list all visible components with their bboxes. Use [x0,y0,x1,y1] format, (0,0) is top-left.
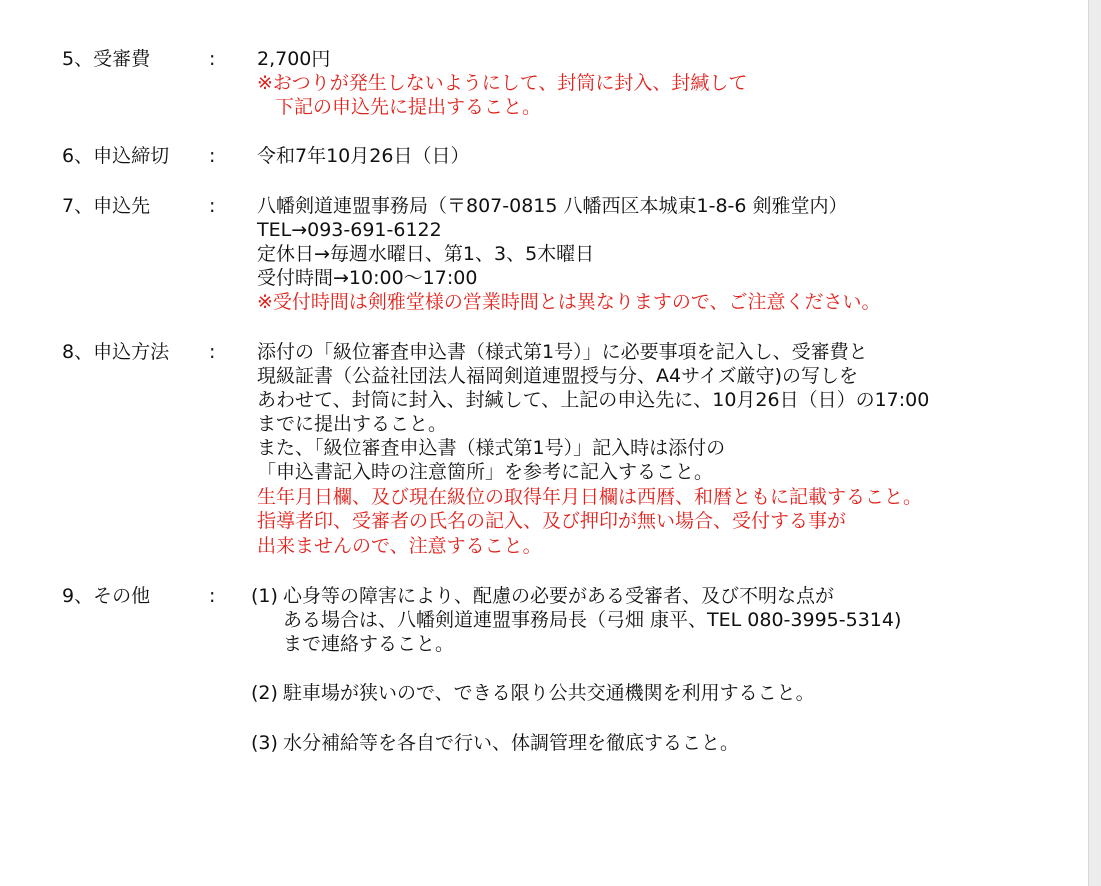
section-colon: : [209,585,216,607]
other-item-line: 駐車場が狭いので、できる限り公共交通機関を利用すること。 [283,682,815,704]
method-note: 出来ませんので、注意すること。 [257,535,542,557]
other-item-line: 水分補給等を各自で行い、体調管理を徹底すること。 [283,732,740,754]
destination-address: 八幡剣道連盟事務局（〒807-0815 八幡西区本城東1-8-6 剣雅堂内） [257,195,848,217]
method-line: 現級証書（公益社団法人福岡剣道連盟授与分、A4サイズ厳守)の写しを [257,365,858,387]
fee-amount: 2,700円 [257,48,331,70]
method-line: 「申込書記入時の注意箇所」を参考に記入すること。 [257,461,714,483]
method-line: あわせて、封筒に封入、封緘して、上記の申込先に、10月26日（日）の17:00 [257,389,930,411]
page-edge-scrollbar[interactable] [1088,0,1101,886]
destination-tel: TEL→093-691-6122 [257,219,442,241]
method-line: また、「級位審査申込書（様式第1号）」記入時は添付の [257,437,726,459]
destination-holidays: 定休日→毎週水曜日、第1、3、5木曜日 [257,243,595,265]
item-number: (2) [251,682,278,704]
destination-hours: 受付時間→10:00～17:00 [257,267,478,289]
item-number: (3) [251,732,278,754]
deadline-date: 令和7年10月26日（日） [257,145,470,167]
other-item-line: ある場合は、八幡剣道連盟事務局長（弓畑 康平、TEL 080-3995-5314) [283,609,902,631]
other-item-line: 心身等の障害により、配慮の必要がある受審者、及び不明な点が [283,585,835,607]
section-label-other: 9、その他 [62,585,151,607]
section-colon: : [209,341,216,363]
method-note: 指導者印、受審者の氏名の記入、及び押印が無い場合、受付する事が [257,510,847,532]
section-label-method: 8、申込方法 [62,341,170,363]
destination-note: ※受付時間は剣雅堂様の営業時間とは異なりますので、ご注意ください。 [257,291,881,313]
fee-note: 下記の申込先に提出すること。 [275,96,542,118]
fee-note: ※おつりが発生しないようにして、封筒に封入、封緘して [257,72,748,94]
method-note: 生年月日欄、及び現在級位の取得年月日欄は西暦、和暦ともに記載すること。 [257,486,923,508]
section-label-fee: 5、受審費 [62,48,151,70]
section-colon: : [209,145,216,167]
section-label-destination: 7、申込先 [62,195,151,217]
section-colon: : [209,48,216,70]
item-number: (1) [251,585,278,607]
section-label-deadline: 6、申込締切 [62,145,170,167]
method-line: 添付の「級位審査申込書（様式第1号）」に必要事項を記入し、受審費と [257,341,868,363]
section-colon: : [209,195,216,217]
other-item-line: まで連絡すること。 [283,633,455,655]
method-line: までに提出すること。 [257,413,448,435]
